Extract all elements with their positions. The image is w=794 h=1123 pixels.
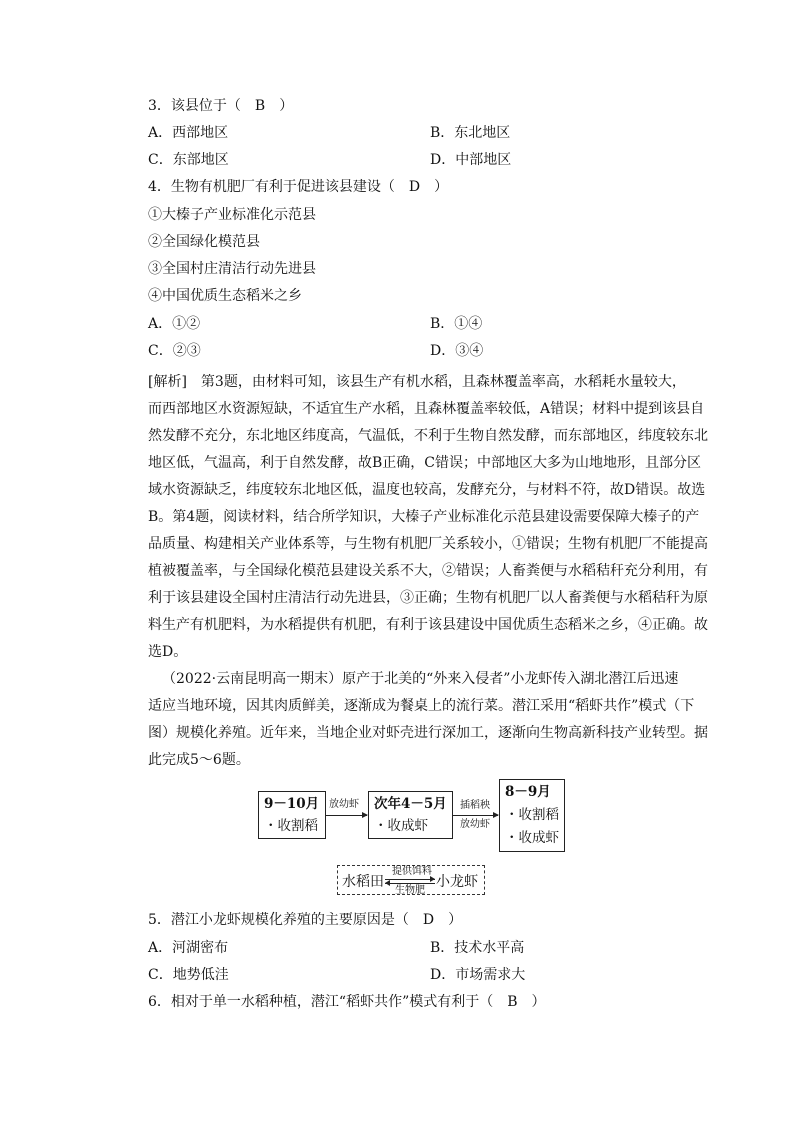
material-line: 此完成5～6题。: [148, 752, 250, 768]
cycle-right-label: 小龙虾: [436, 874, 478, 890]
q4-option-d: D．③④: [430, 343, 484, 359]
cycle-arrow-right: [385, 879, 435, 880]
stage-3-title: 8－9月: [505, 784, 551, 800]
analysis-line: 选D。: [148, 644, 188, 660]
analysis-line: 品质量、构建相关产业体系等，与生物有机肥厂关系较小，①错误；生物有机肥厂不能提高: [148, 536, 708, 552]
q5-option-b: B．技术水平高: [430, 940, 525, 956]
stage-box-3: [499, 779, 565, 852]
stage-3-item: ・收成虾: [505, 830, 559, 846]
cycle-arrow-left: [385, 883, 435, 884]
q5-option-c: C．地势低洼: [148, 967, 229, 983]
q3-option-a: A．西部地区: [148, 125, 229, 141]
arrow-2-label-bottom: 放幼虾: [460, 819, 490, 830]
q4-item-3: ③全国村庄清洁行动先进县: [148, 261, 316, 277]
cycle-bottom-label: 生物肥: [395, 885, 425, 896]
material-line: 图）规模化养殖。近年来，当地企业对虾壳进行深加工，逐渐向生物高新科技产业转型。据: [148, 725, 708, 741]
q5-option-d: D．市场需求大: [430, 967, 526, 983]
cycle-top-label: 提供饵料: [392, 866, 432, 877]
material-line: （2022·云南昆明高一期末）原产于北美的“外来入侵者”小龙虾传入湖北潜江后迅速: [162, 671, 679, 687]
stage-1-title: 9－10月: [264, 796, 320, 812]
q5-stem: 5．潜江小龙虾规模化养殖的主要原因是（ D ）: [148, 912, 463, 928]
analysis-line: 植被覆盖率，与全国绿化模范县建设关系不大，②错误；人畜粪便与水稻秸秆充分利用，有: [148, 563, 708, 579]
stage-box-1: [258, 791, 326, 839]
arrowhead-left-icon: [385, 880, 390, 886]
stage-2-title: 次年4－5月: [374, 796, 447, 812]
stage-1-item: ・收割稻: [264, 818, 318, 834]
q4-item-2: ②全国绿化模范县: [148, 234, 260, 250]
q6-stem: 6．相对于单一水稻种植，潜江“稻虾共作”模式有利于（ B ）: [148, 994, 546, 1010]
q4-option-c: C．②③: [148, 343, 201, 359]
arrow-2-label-top: 插稻秧: [460, 800, 490, 811]
analysis-line: 域水资源缺乏，纬度较东北地区低，温度也较高，发酵充分，与材料不符，故D错误。故选: [148, 482, 706, 498]
q4-option-a: A．①②: [148, 316, 201, 332]
q3-stem: 3．该县位于（ B ）: [148, 98, 294, 114]
stage-2-item: ・收成虾: [374, 818, 428, 834]
q4-option-b: B．①④: [430, 316, 483, 332]
q4-item-4: ④中国优质生态稻米之乡: [148, 288, 302, 304]
cycle-left-label: 水稻田: [342, 874, 384, 890]
arrow-1-label: 放幼虾: [329, 799, 359, 810]
analysis-line: 而西部地区水资源短缺，不适宜生产水稻，且森林覆盖率较低，A错误；材料中提到该县自: [148, 401, 705, 417]
arrowhead-right-icon: [430, 876, 435, 882]
q4-stem: 4．生物有机肥厂有利于促进该县建设（ D ）: [148, 179, 449, 195]
analysis-line: 料生产有机肥料，为水稻提供有机肥，有利于该县建设中国优质生态稻米之乡，④正确。故: [148, 617, 708, 633]
q3-option-c: C．东部地区: [148, 152, 229, 168]
q4-item-1: ①大榛子产业标准化示范县: [148, 207, 316, 223]
arrow-1: [326, 815, 367, 816]
analysis-line: [解析] 第3题，由材料可知，该县生产有机水稻，且森林覆盖率高，水稻耗水量较大，: [148, 374, 686, 390]
q3-option-d: D．中部地区: [430, 152, 512, 168]
analysis-line: B。第4题，阅读材料，结合所学知识，大榛子产业标准化示范县建设需要保障大榛子的产: [148, 509, 700, 525]
q3-option-b: B．东北地区: [430, 125, 511, 141]
analysis-line: 地区低，气温高，利于自然发酵，故B正确，C错误；中部地区大多为山地地形，且部分区: [148, 455, 701, 471]
q5-option-a: A．河湖密布: [148, 940, 229, 956]
stage-box-2: [368, 791, 453, 839]
stage-3-item: ・收割稻: [505, 807, 559, 823]
material-line: 适应当地环境，因其肉质鲜美，逐渐成为餐桌上的流行菜。潜江采用“稻虾共作”模式（下: [148, 698, 695, 714]
analysis-line: 利于该县建设全国村庄清洁行动先进县，③正确；生物有机肥厂以人畜粪便与水稻秸秆为原: [148, 590, 708, 606]
arrow-2: [453, 815, 498, 816]
analysis-line: 然发酵不充分，东北地区纬度高，气温低，不利于生物自然发酵，而东部地区，纬度较东北: [148, 428, 708, 444]
